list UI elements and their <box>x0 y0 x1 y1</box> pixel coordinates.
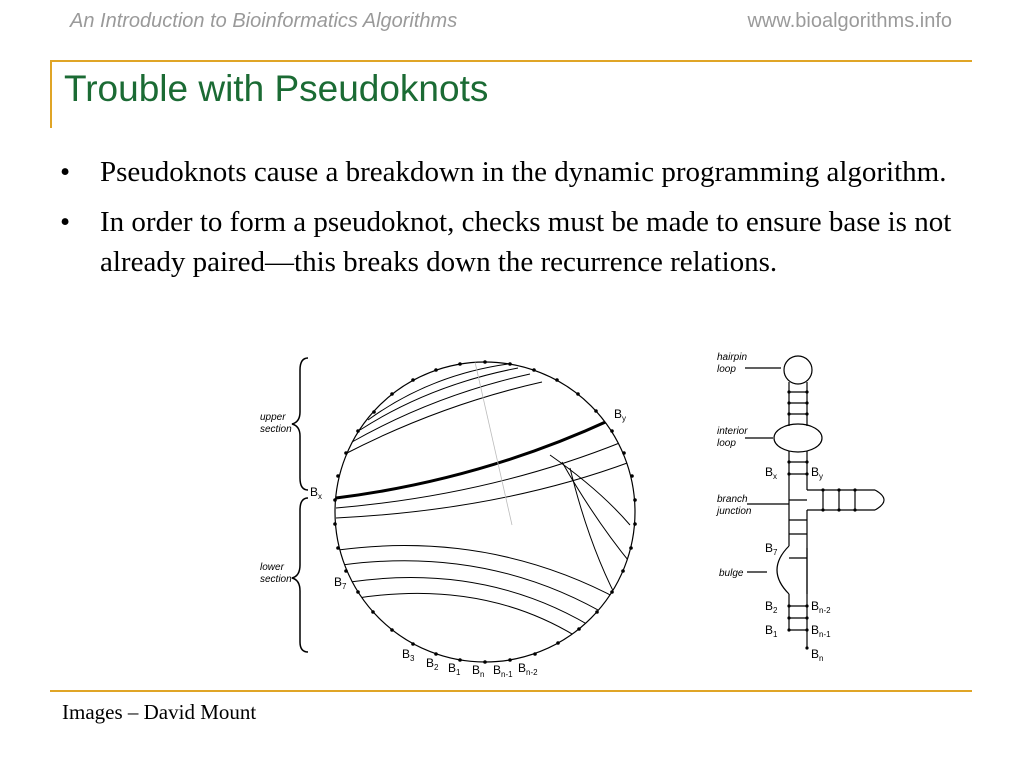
label-b7: $B_7$ <box>334 575 347 591</box>
circle-arc-diagram <box>250 350 650 680</box>
struct-label-b1: $B_1$ <box>765 623 778 639</box>
bulge-label: bulge <box>719 568 744 579</box>
interior-label-line2: loop <box>717 438 736 449</box>
struct-label-b2: $B_2$ <box>765 599 778 615</box>
course-title: An Introduction to Bioinformatics Algorithms <box>70 10 458 32</box>
label-b3: $B_3$ <box>402 647 415 663</box>
upper-brace <box>292 358 308 490</box>
struct-label-by: $B_y$ <box>811 465 824 481</box>
hairpin-label-line1: hairpin <box>717 352 748 363</box>
top-rule <box>50 60 972 62</box>
lower-label-line1: lower <box>260 562 284 573</box>
lower-brace <box>292 498 308 652</box>
upper-label-line1: upper <box>260 412 286 423</box>
label-bx: $B_x$ <box>310 485 323 501</box>
struct-label-bn2: $B_{n-2}$ <box>811 599 831 615</box>
slide-title: Trouble with Pseudoknots <box>64 68 489 109</box>
label-b1: $B_1$ <box>448 661 461 677</box>
label-bn1: $B_{n-1}$ <box>493 663 513 679</box>
interior-label-line1: interior <box>717 426 748 437</box>
hairpin-label-line2: loop <box>717 364 736 375</box>
bullet-icon: • <box>60 206 71 238</box>
upper-label-line2: section <box>260 424 292 435</box>
branch-label-line1: branch <box>717 494 748 505</box>
website-url: www.bioalgorithms.info <box>747 10 952 32</box>
bullet-text: Pseudoknots cause a breakdown in the dynamic programming algorithm. <box>100 156 947 188</box>
image-credit: Images – David Mount <box>62 700 257 724</box>
branch-label-line2: junction <box>717 506 752 517</box>
label-bn: $B_n$ <box>472 663 485 679</box>
title-accent-bar <box>50 60 52 128</box>
bullet-icon: • <box>60 156 71 188</box>
bottom-rule <box>50 690 972 692</box>
label-by: $B_y$ <box>614 407 627 423</box>
bullet-text: In order to form a pseudoknot, checks must be made to ensure base is not already paired—this breaks down the recurrence relations. <box>100 206 952 278</box>
bullet-item <box>60 202 970 282</box>
rna-structure-diagram <box>715 348 900 668</box>
lower-label-line2: section <box>260 574 292 585</box>
struct-label-b7: $B_7$ <box>765 541 778 557</box>
struct-label-bn1: $B_{n-1}$ <box>811 623 831 639</box>
struct-label-bx: $B_x$ <box>765 465 778 481</box>
label-bn2: $B_{n-2}$ <box>518 661 538 677</box>
struct-label-bn: $B_n$ <box>811 647 824 663</box>
bullet-item <box>60 152 970 192</box>
label-b2: $B_2$ <box>426 656 439 672</box>
bullet-list <box>60 152 970 292</box>
